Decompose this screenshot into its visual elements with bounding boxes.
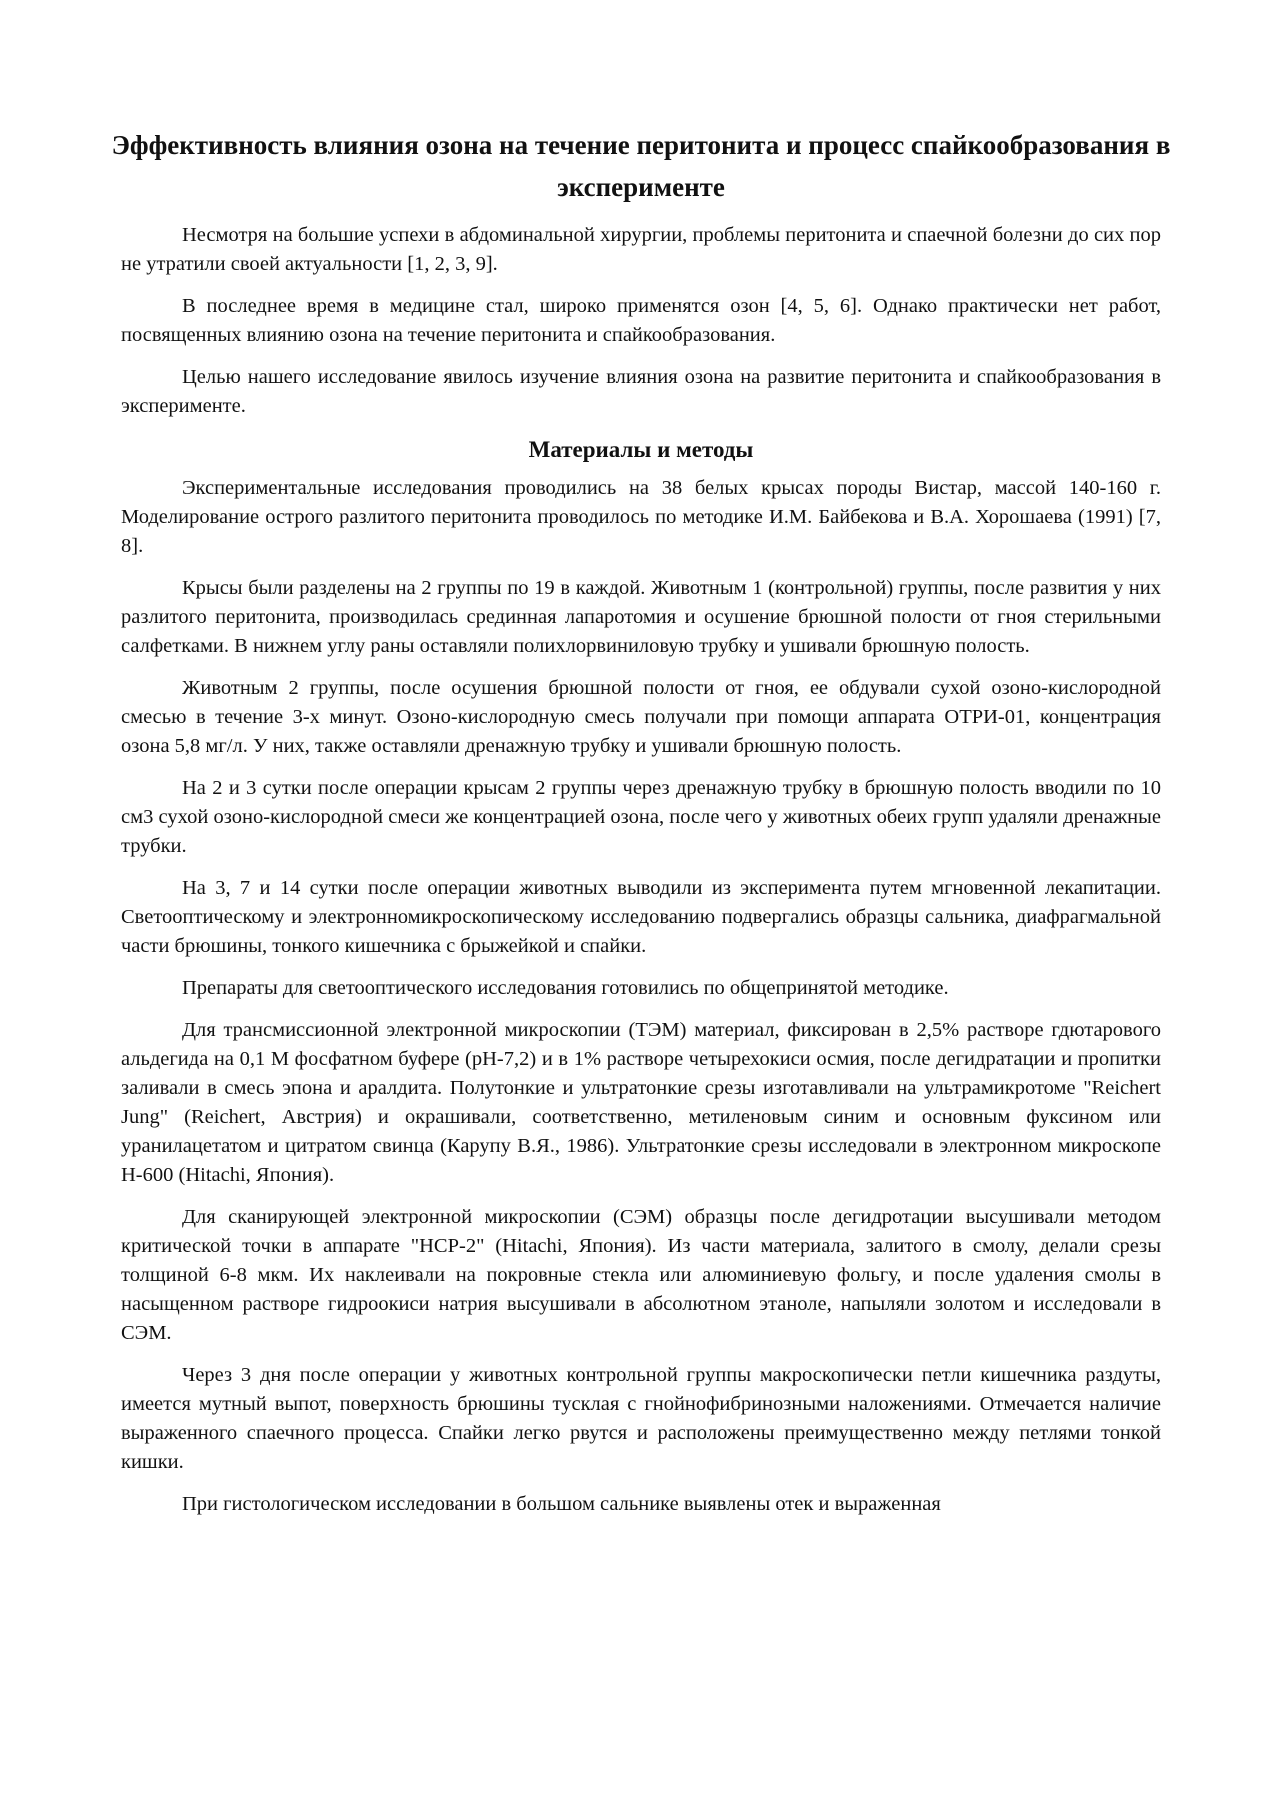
paragraph: Через 3 дня после операции у животных контрольной группы макроскопически петли кишечника раздуты, имеется мутный выпот, поверхность брюшины тусклая с гнойнофибринозными наложениями. Отмечается наличие выраженного спаечного процесса. Спайки легко рвутся и расположены преимущественно между петлями тонкой кишки. — [121, 1364, 1161, 1473]
paragraph: Крысы были разделены на 2 группы по 19 в каждой. Животным 1 (контрольной) группы, после развития у них разлитого перитонита, производилась срединная лапаротомия и осушение брюшной полости от гноя стерильными салфетками. В нижнем углу раны оставляли полихлорвиниловую трубку и ушивали брюшную полость. — [121, 577, 1161, 657]
paragraph: На 2 и 3 сутки после операции крысам 2 группы через дренажную трубку в брюшную полость вводили по 10 см3 сухой озоно-кислородной смеси же концентрацией озона, после чего у животных обеих групп удаляли дренажные трубки. — [121, 777, 1161, 857]
document-title: Эффективность влияния озона на течение перитонита и процесс спайкообразования в эксперименте — [111, 130, 1171, 202]
paragraph: Животным 2 группы, после осушения брюшной полости от гноя, ее обдували сухой озоно-кислородной смесью в течение 3-х минут. Озоно-кислородную смесь получали при помощи аппарата ОТРИ-01, концентрация озона 5,8 мг/л. У них, также оставляли дренажную трубку и ушивали брюшную полость. — [121, 677, 1161, 757]
document-page — [111, 124, 1171, 1532]
paragraph: Для трансмиссионной электронной микроскопии (ТЭМ) материал, фиксирован в 2,5% растворе гдютарового альдегида на 0,1 М фосфатном буфере (pH-7,2) и в 1% растворе четырехокиси осмия, после дегидратации и пропитки заливали в смесь эпона и аралдита. Полутонкие и ультратонкие срезы изготавливали на ультрамикротоме "Reichert Jung" (Reichert, Австрия) и окрашивали, соответственно, метиленовым синим и основным фуксином или уранилацетатом и цитратом свинца (Карупу В.Я., 1986). Ультратонкие срезы исследовали в электронном микроскопе Н-600 (Hitachi, Япония). — [121, 1019, 1161, 1186]
paragraph: Несмотря на большие успехи в абдоминальной хирургии, проблемы перитонита и спаечной болезни до сих пор не утратили своей актуальности [1, 2, 3, 9]. — [121, 224, 1161, 275]
paragraph: В последнее время в медицине стал, широко применятся озон [4, 5, 6]. Однако практически нет работ, посвященных влиянию озона на течение перитонита и спайкообразования. — [121, 295, 1161, 346]
paragraph: Целью нашего исследование явилось изучение влияния озона на развитие перитонита и спайкообразования в эксперименте. — [121, 366, 1161, 417]
section-heading: Материалы и методы — [528, 437, 754, 462]
paragraph: На 3, 7 и 14 сутки после операции животных выводили из эксперимента путем мгновенной лекапитации. Светооптическому и электронномикроскопическому исследованию подвергались образцы сальника, диафрагмальной части брюшины, тонкого кишечника с брыжейкой и спайки. — [121, 877, 1161, 957]
paragraph: Экспериментальные исследования проводились на 38 белых крысах породы Вистар, массой 140-160 г. Моделирование острого разлитого перитонита проводилось по методике И.М. Байбекова и В.А. Хорошаева (1991) [7, 8]. — [121, 477, 1161, 557]
paragraph: Препараты для светооптического исследования готовились по общепринятой методике. — [182, 977, 949, 999]
paragraph: Для сканирующей электронной микроскопии (СЭМ) образцы после дегидротации высушивали методом критической точки в аппарате "НСР-2" (Hitachi, Япония). Из части материала, залитого в смолу, делали срезы толщиной 6-8 мкм. Их наклеивали на покровные стекла или алюминиевую фольгу, и после удаления смолы в насыщенном растворе гидроокиси натрия высушивали в абсолютном этаноле, напыляли золотом и исследовали в СЭМ. — [121, 1206, 1161, 1344]
paragraph: При гистологическом исследовании в большом сальнике выявлены отек и выраженная — [182, 1493, 941, 1515]
